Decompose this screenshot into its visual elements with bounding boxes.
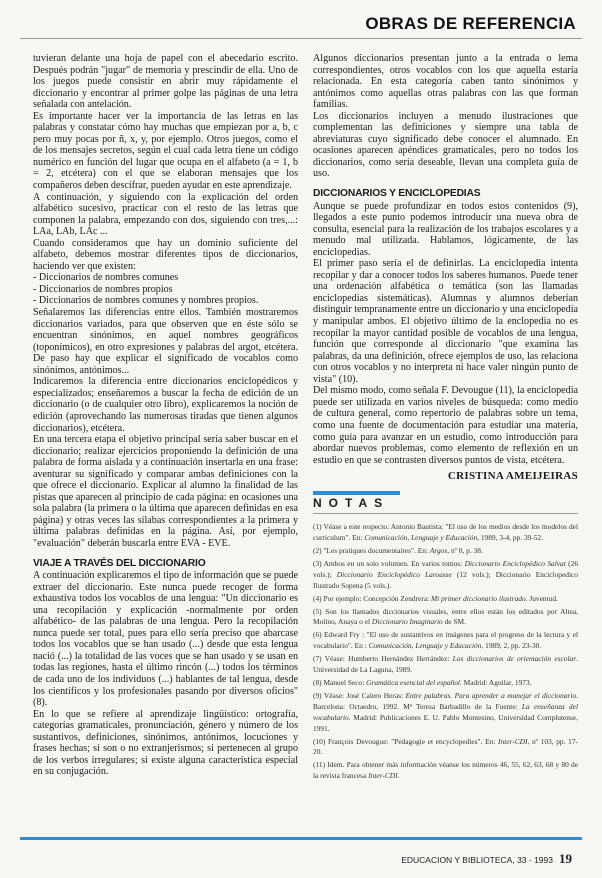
- paragraph: - Diccionarios de nombres comunes y nombres propios.: [33, 295, 259, 307]
- note-item: [313, 654, 578, 676]
- paragraph: Algunos diccionarios presentan junto a la entrada o lema correspondientes, otros vocablos con los que aquella estaría relacionada. En esta categoría caben tanto sinónimos y antónimos como aquellas otras palabras con las que forman familias.: [313, 53, 578, 111]
- left-body-a: [33, 53, 298, 550]
- note-text: (8) Manuel Seco:: [313, 678, 367, 688]
- note-text: , nº 103, pp. 17-20.: [313, 736, 578, 757]
- right-body-b: [313, 201, 578, 467]
- paragraph: A continuación explicaremos el tipo de información que se puede extraer del diccionario. Este nunca puede recoger de forma exhaustiva todos los vocablos de una lengua: "Un diccionario es una recopilación y explicación -normalmente por orden alfabético- de las palabras de una lengua. Pero la recopilación nunca puede ser total, pues para ello sería preciso que abarcase todos los vocablos que se han usado (...) desde que esta lengua nació (...) la totalidad de las voces que se han usado y se usan en todas las regiones, hasta el último rincón (...) todos los términos de cada uno de los individuos (...) hablantes de tal lengua, desde los científicos y los profesionales pasando por diversos oficios" (8).: [33, 570, 298, 709]
- note-text: (6) Edward Fry : "El uso de sustantivos en imágenes para el progreso de la lectura y el vocabulario". En :: [313, 630, 578, 651]
- notes-list: [313, 522, 578, 782]
- paragraph: - Diccionarios de nombres propios: [33, 283, 173, 295]
- note-text: , 1989, 3-4, pp. 39-52.: [477, 533, 544, 543]
- note-text: (12 vols.); Diccionario Enciclopedico Ilustrado Sopena (5 vols.).: [313, 569, 578, 590]
- note-title: Inter-CDI: [498, 736, 528, 746]
- footer-accent-bar: [20, 837, 582, 840]
- paragraph: - Diccionarios de nombres comunes: [33, 272, 179, 284]
- paragraph: Aunque se puede profundizar en todos estos contenidos (9), llegados a este punto podemos introducir una nueva obra de consulta, esencial para la realización de los trabajos escolares y a menudo mal utilizada. Hablamos, lógicamente, de las enciclopedias.: [313, 200, 578, 258]
- note-item: [313, 559, 578, 592]
- note-text: (7) Véase: Humberto Hernández Herrández:: [313, 654, 453, 664]
- note-item: [313, 546, 578, 557]
- note-text: (2) "Les pratiques documentaires". En:: [313, 546, 430, 556]
- note-item: [313, 630, 578, 652]
- note-text: (5) Son los llamados diccionarios visuales, entre ellos están los editados por Altea, Molino, Anaya o el: [313, 606, 578, 627]
- note-text: (10) François Devougue: "Pedagogie et encyclopedies". En:: [313, 736, 499, 746]
- note-title: Comunicación, Lenguaje y Educación: [368, 641, 482, 651]
- note-text: (1) Véase a este respecto: Antonio Bautista: "El uso de los medios desde los modelos del curriculum". En:: [313, 522, 578, 543]
- page-footer: [401, 851, 572, 867]
- left-body-b: [33, 570, 298, 778]
- section-title: OBRAS DE REFERENCIA: [365, 14, 576, 33]
- section-heading-viaje: VIAJE A TRAVÉS DEL DICCIONARIO: [33, 557, 206, 569]
- notes-accent-bar: [313, 491, 400, 495]
- note-text: . Madrid: Aguilar, 1973.: [459, 678, 532, 688]
- note-text: . Madrid: Publicaciones E. U. Pablo Montesino, Universidad Complutense, 1991.: [313, 712, 578, 733]
- note-title: Comunicación, Lenguaje y Educación: [364, 533, 478, 543]
- note-title: Diccionario Enciclopédico Salvat: [464, 558, 566, 568]
- note-title: Argos: [429, 546, 448, 556]
- page-number: 19: [559, 851, 572, 866]
- note-item: [313, 691, 578, 735]
- author-byline: CRISTINA AMEIJEIRAS: [447, 470, 578, 483]
- note-item: [313, 594, 578, 605]
- note-title: Diccionario Enciclopédico Larousse: [336, 569, 452, 579]
- paragraph: Indicaremos la diferencia entre diccionarios enciclopédicos y especializados; enseñaremos a buscar la fecha de edición de un diccionario (o de cualquier otro libro), explicaremos la noción de edición (aprovechando las numerosas tiradas que tienen algunos diccionarios), etcétera.: [33, 376, 298, 434]
- note-title: Los diccionarios de orientación escolar: [452, 654, 577, 664]
- note-text: . Barcelona: Octaedro, 1992. Mª Teresa Barbadillo de la Fuente:: [313, 690, 578, 711]
- left-column: [33, 53, 298, 778]
- note-text: de SM.: [442, 617, 466, 627]
- note-text: (3) Ambos en un solo volumen. En varios tomos:: [313, 558, 465, 568]
- paragraph: Cuando consideramos que hay un dominio suficiente del alfabeto, debemos mostrar diferentes tipos de diccionarios, haciendo ver que existen:: [33, 237, 298, 272]
- note-text: .: [397, 771, 400, 781]
- note-title: Gramática esencial del español: [366, 678, 460, 688]
- note-title: Diccionario Imaginario: [371, 617, 443, 627]
- note-item: [313, 737, 578, 759]
- paragraph: El primer paso sería el de definirlas. La enciclopedia intenta recopilar y dar a conocer todos los saberes humanos. Puede tener una ordenación alfabética o temática (son las llamadas enciclopedias sistemáticas). Alumnas y alumnos deberían distinguir tempranamente entre un diccionario y una enciclopedia y manipular ambos. El objetivo último de la enclopedia no es recopilar la mayor cantidad posible de vocablos de una lengua, función que corresponde al diccionario "que examina las palabras, da una definición, ofrece ejemplos de uso, las relaciona con otros vocablos y no interpreta ni hace valer ningún punto de vista" (10).: [313, 258, 578, 385]
- header-divider: [20, 38, 582, 39]
- note-title: La enseñanza del vocabulario: [313, 701, 578, 722]
- section-heading-enciclopedias: DICCIONARIOS Y ENCICLOPEDIAS: [313, 188, 481, 200]
- note-title: Inter-CDI: [368, 771, 398, 781]
- note-title: Entre palabras. Para aprender a manejar el diccionario: [405, 690, 577, 700]
- paragraph: En lo que se refiere al aprendizaje lingüístico: ortografía, categorías gramaticales, pronunciación, género y número de los sustantivos, definiciones, sinónimos, antónimos, locuciones y frases hechas; si son o no extranjerismos; si pertenecen al grupo de los verbos irregulares; si existe alguna característica especial en su conjugación.: [33, 708, 298, 778]
- paragraph: Señalaremos las diferencias entre ellos. También mostraremos diccionarios variados, para que observen que en éste sólo se encuentran sinónimos, en aquel nombres geográficos (toponímicos), en otro expresiones y palabras del argot, etcétera. De paso hay que explicar el significado de vocablos como sinónimos, antónimos...: [33, 307, 298, 376]
- note-text: . Juventud.: [525, 593, 558, 603]
- note-text: (26 vols.);: [313, 558, 579, 579]
- note-title: Mi primer diccionario ilustrado: [431, 593, 526, 603]
- paragraph: tuvieran delante una hoja de papel con el abecedario escrito. Después podrán "jugar" de memoria y prescindir de ella. Uno de los juegos puede consistir en abrir muy rápidamente el diccionario y encontrar al primer golpe las páginas de una letra señalada con antelación.: [33, 53, 298, 111]
- paragraph: Del mismo modo, como señala F. Devougue (11), la enciclopedia puede ser utilizada en varios niveles de búsqueda: como medio de cultura general, como repertorio de palabras sobre un tema, como una fuente de documentación para estudiar una materia, como guía para avanzar en un estudio, como introducción para abordar nuevos problemas, como elemento de reflexión en un estudio en que se contrasten diversos puntos de vista, etcétera.: [313, 385, 578, 466]
- paragraph: Los diccionarios incluyen a menudo ilustraciones que complementan las definiciones y siempre una tabla de abreviaturas cuyo significado debe conocer el alumnado. En ocasiones aparecen apéndices gramaticales, pero no todos los diccionarios, como sería deseable, llevan una completa guía de uso.: [313, 110, 578, 180]
- paragraph: Es importante hacer ver la importancia de las letras en las palabras y constatar cómo hay muchas que empiezan por a, b, c pero muy pocas por ñ, x, y, por ejemplo. Otros juegos, como el de los mensajes secretos, según el cual cada letra tiene un código numérico en función del lugar que ocupa en el alfabeto (a = 1, b = 2, etcétera) con el que se elaboran mensajes que los compañeros deben descifrar, pueden ayudar en este aprendizaje.: [33, 110, 298, 192]
- paragraph: En una tercera etapa el objetivo principal sería saber buscar en el diccionario; realizar ejercicios proponiendo la definición de una palabra de forma aislada y a continuación insertarla en una frase: aventurar su significado y comparar ambas definiciones con la que ofrece el diccionario. Explicar al alumno la finalidad de las pistas que aparecen al principio de cada página: en ocasiones una sola palabra (la primera o la última que aparecen definidas en esa página) y otras veces las sílabas correspondientes a la primera y última palabras definidas en la página. Así, por ejemplo, "evaluación" deberán buscarla entre EVA - EVE.: [33, 434, 298, 549]
- paragraph: A continuación, y siguiendo con la explicación del orden alfabético sucesivo, practicar con el resto de las letras que componen la palabra, empezando con dos, siguiendo con tres,...: LAa, LAb, LAc ...: [33, 191, 298, 238]
- note-text: (11) Idem. Para obtener más información véanse los números 46, 55, 62, 63, 68 y 80 de la revista francesa: [313, 760, 578, 781]
- notes-divider: [313, 513, 578, 514]
- note-text: . Universidad de La Laguna, 1989.: [313, 654, 578, 675]
- note-text: , 1989, 2, pp. 23-30.: [481, 641, 542, 651]
- note-text: (9) Véase: José Calero Heras:: [313, 690, 406, 700]
- right-body-a: [313, 53, 578, 180]
- note-item: [313, 522, 578, 544]
- note-item: [313, 760, 578, 782]
- notes-heading: NOTAS: [313, 495, 390, 510]
- right-column: [313, 53, 578, 784]
- note-item: [313, 607, 578, 629]
- note-text: , nº 0, p. 38.: [447, 546, 483, 556]
- publication-info: EDUCACION Y BIBLIOTECA, 33 - 1993: [401, 855, 553, 865]
- note-item: [313, 678, 578, 689]
- note-text: (4) Por ejemplo: Concepción Zendrera:: [313, 593, 432, 603]
